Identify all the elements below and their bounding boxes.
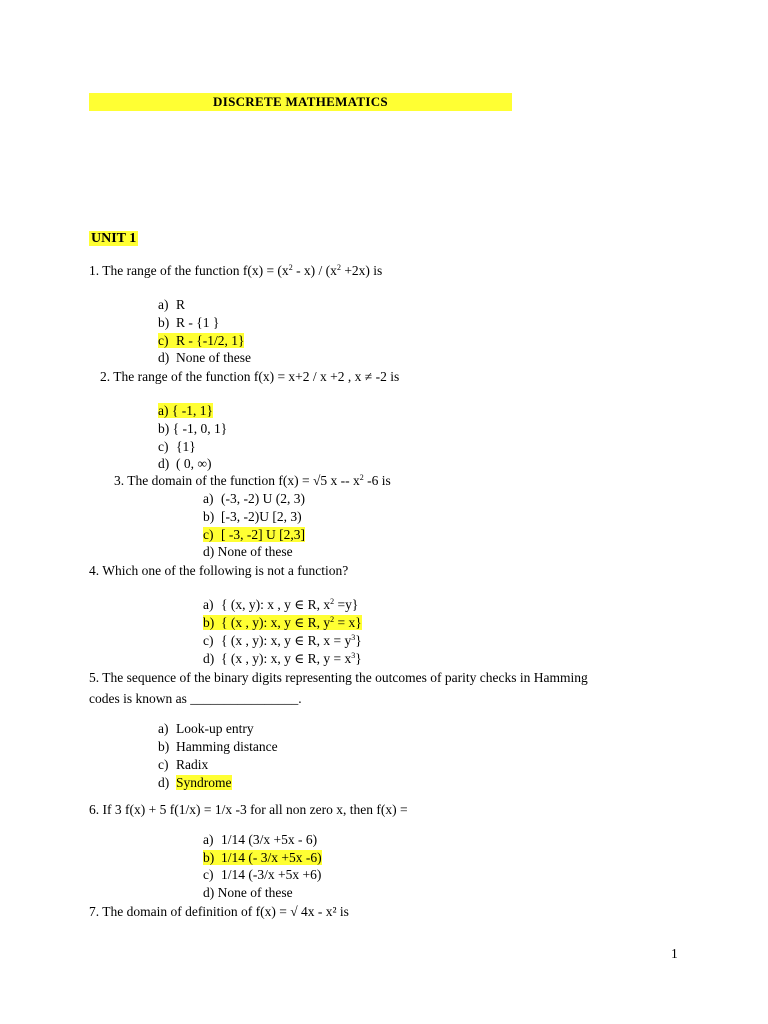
- q3-option-a: a) (-3, -2) U (2, 3): [203, 491, 305, 506]
- question-2: 2. The range of the function f(x) = x+2 / x +2 , x ≠ -2 is: [100, 369, 400, 384]
- page-number: 1: [671, 946, 678, 961]
- question-5-line-1: 5. The sequence of the binary digits representing the outcomes of parity checks in Hamming: [89, 670, 588, 685]
- q2-option-d: d) ( 0, ∞): [158, 456, 212, 471]
- q2-option-b: b) { -1, 0, 1}: [158, 421, 228, 436]
- q4-option-c: c) { (x , y): x, y ∈ R, $x = y^3$}: [203, 633, 362, 648]
- q5-option-d: d) Syndrome: [158, 775, 232, 790]
- q6-option-b: b) 1/14 (- 3/x +5x -6): [203, 850, 322, 865]
- unit-heading: [89, 230, 138, 247]
- q1-option-d: d) None of these: [158, 350, 251, 365]
- document-title: DISCRETE MATHEMATICS: [89, 93, 512, 111]
- q6-option-d: d) None of these: [203, 885, 293, 900]
- q2-option-c: c) {1}: [158, 439, 196, 454]
- question-1: 1. The range of the function $f(x) = (x^2 - x) / (x^2 +2x)$ is: [89, 263, 383, 278]
- question-3: 3. The domain of the function f(x) = √5 x -- $x^2$ -6 is: [114, 473, 391, 488]
- question-7: 7. The domain of definition of f(x) = √ 4x - x² is: [89, 904, 349, 919]
- q4-option-b: b) { (x , y): x, y ∈ R, $y^2 = x$}: [203, 615, 362, 630]
- q3-option-b: b) [-3, -2)U [2, 3): [203, 509, 302, 524]
- q5-option-b: b) Hamming distance: [158, 739, 278, 754]
- q4-option-a: a) { (x, y): x , y ∈ R, $x^2 =y$}: [203, 597, 359, 612]
- q1-option-c: c) R - {-1/2, 1}: [158, 333, 245, 348]
- q4-option-d: d) { (x , y): x, y ∈ R, $y = x^3$}: [203, 651, 362, 666]
- unit-label: UNIT 1: [91, 231, 137, 246]
- q1-option-a: a) R: [158, 297, 186, 312]
- question-4: 4. Which one of the following is not a function?: [89, 563, 349, 578]
- q6-option-c: c) 1/14 (-3/x +5x +6): [203, 867, 322, 882]
- question-6: 6. If 3 f(x) + 5 f(1/x) = 1/x -3 for all non zero x, then f(x) =: [89, 802, 408, 817]
- q3-option-d: d) None of these: [203, 544, 293, 559]
- q1-option-b: b) R - {1 }: [158, 315, 220, 330]
- q5-option-c: c) Radix: [158, 757, 209, 772]
- q6-option-a: a) 1/14 (3/x +5x - 6): [203, 832, 318, 847]
- q3-option-c: c) [ -3, -2] U [2,3]: [203, 527, 305, 542]
- q5-option-a: a) Look-up entry: [158, 721, 254, 736]
- q2-option-a: a) { -1, 1}: [158, 403, 213, 418]
- question-5-line-2: codes is known as ________________.: [89, 691, 302, 706]
